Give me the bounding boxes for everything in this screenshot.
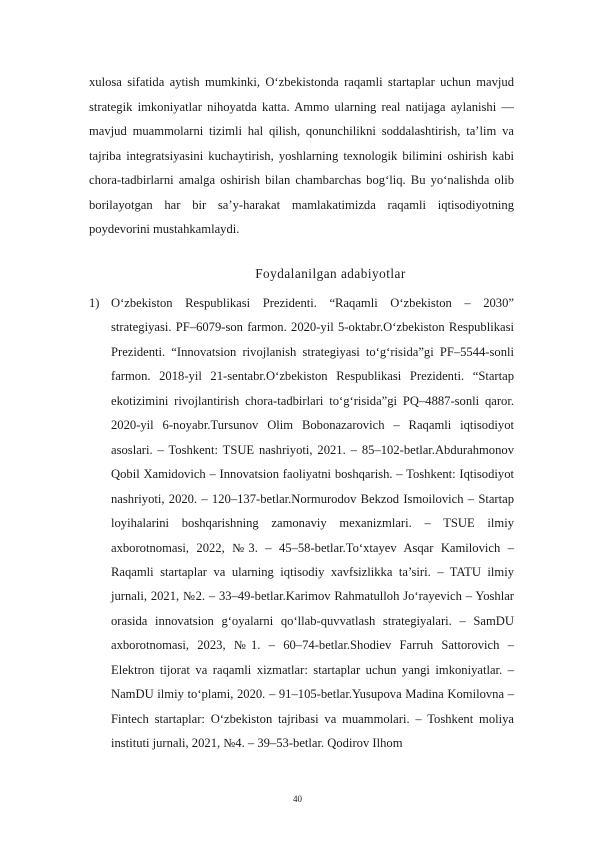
reference-number: 1): [89, 296, 100, 310]
references-heading: Foydalanilgan adabiyotlar: [255, 266, 406, 281]
page-number: 40: [293, 794, 302, 804]
reference-text: O‘zbekiston Respublikasi Prezidenti. “Raqamli O‘zbekiston – 2030” strategiyasi. PF–6079-son farmon. 2020-yil 5-oktabr.O‘zbekiston Respublikasi Prezidenti. “Innovatsion rivojlanish strategiyasi to‘g‘risida”gi PF–5544-sonli farmon. 2018-yil 21-sentabr.O‘zbekiston Respublikasi Prezidenti. “Startap ekotizimini rivojlantirish chora-tadbirlari to‘g‘risida”gi PQ–4887-sonli qaror. 2020-yil 6-noyabr.Tursunov Olim Bobonazarovich – Raqamli iqtisodiyot asoslari. – Toshkent: TSUE nashriyoti, 2021. – 85–102-betlar.Abdurahmonov Qobil Xamidovich – Innovatsion faoliyatni boshqarish. – Toshkent: Iqtisodiyot nashriyoti, 2020. – 120–137-betlar.Normurodov Bekzod Ismoilovich – Startap loyihalarini boshqarishning zamonaviy mexanizmlari. – TSUE ilmiy axborotnomasi, 2022, №3. – 45–58-betlar.To‘xtayev Asqar Kamilovich – Raqamli startaplar va ularning iqtisodiy xavfsizlikka ta’siri. – TATU ilmiy jurnali, 2021, №2. – 33–49-betlar.Karimov Rahmatulloh Jo‘rayevich – Yoshlar orasida innovatsion g‘oyalarni qo‘llab-quvvatlash strategiyalari. – SamDU axborotnomasi, 2023, №1. – 60–74-betlar.Shodiev Farruh Sattorovich – Elektron tijorat va raqamli xizmatlar: startaplar uchun yangi imkoniyatlar. – NamDU ilmiy to‘plami, 2020. – 91–105-betlar.Yusupova Madina Komilovna – Fintech startaplar: O‘zbekiston tajribasi va muammolari. – Toshkent moliya instituti jurnali, 2021, №4. – 39–53-betlar. Qodirov Ilhom: [111, 296, 514, 751]
conclusion-paragraph: xulosa sifatida aytish mumkinki, O‘zbekistonda raqamli startaplar uchun mavjud strategik imkoniyatlar nihoyatda katta. Ammo ularning real natijaga aylanishi — mavjud muammolarni tizimli hal qilish, qonunchilikni soddalashtirish, ta’lim va tajriba integratsiyasini kuchaytirish, yoshlarning texnologik bilimini oshirish kabi chora-tadbirlarni amalga oshirish bilan chambarchas bog‘liq. Bu yo‘nalishda olib borilayotgan har bir sa’y-harakat mamlakatimizda raqamli iqtisodiyotning poydevorini mustahkamlaydi.: [89, 75, 514, 236]
